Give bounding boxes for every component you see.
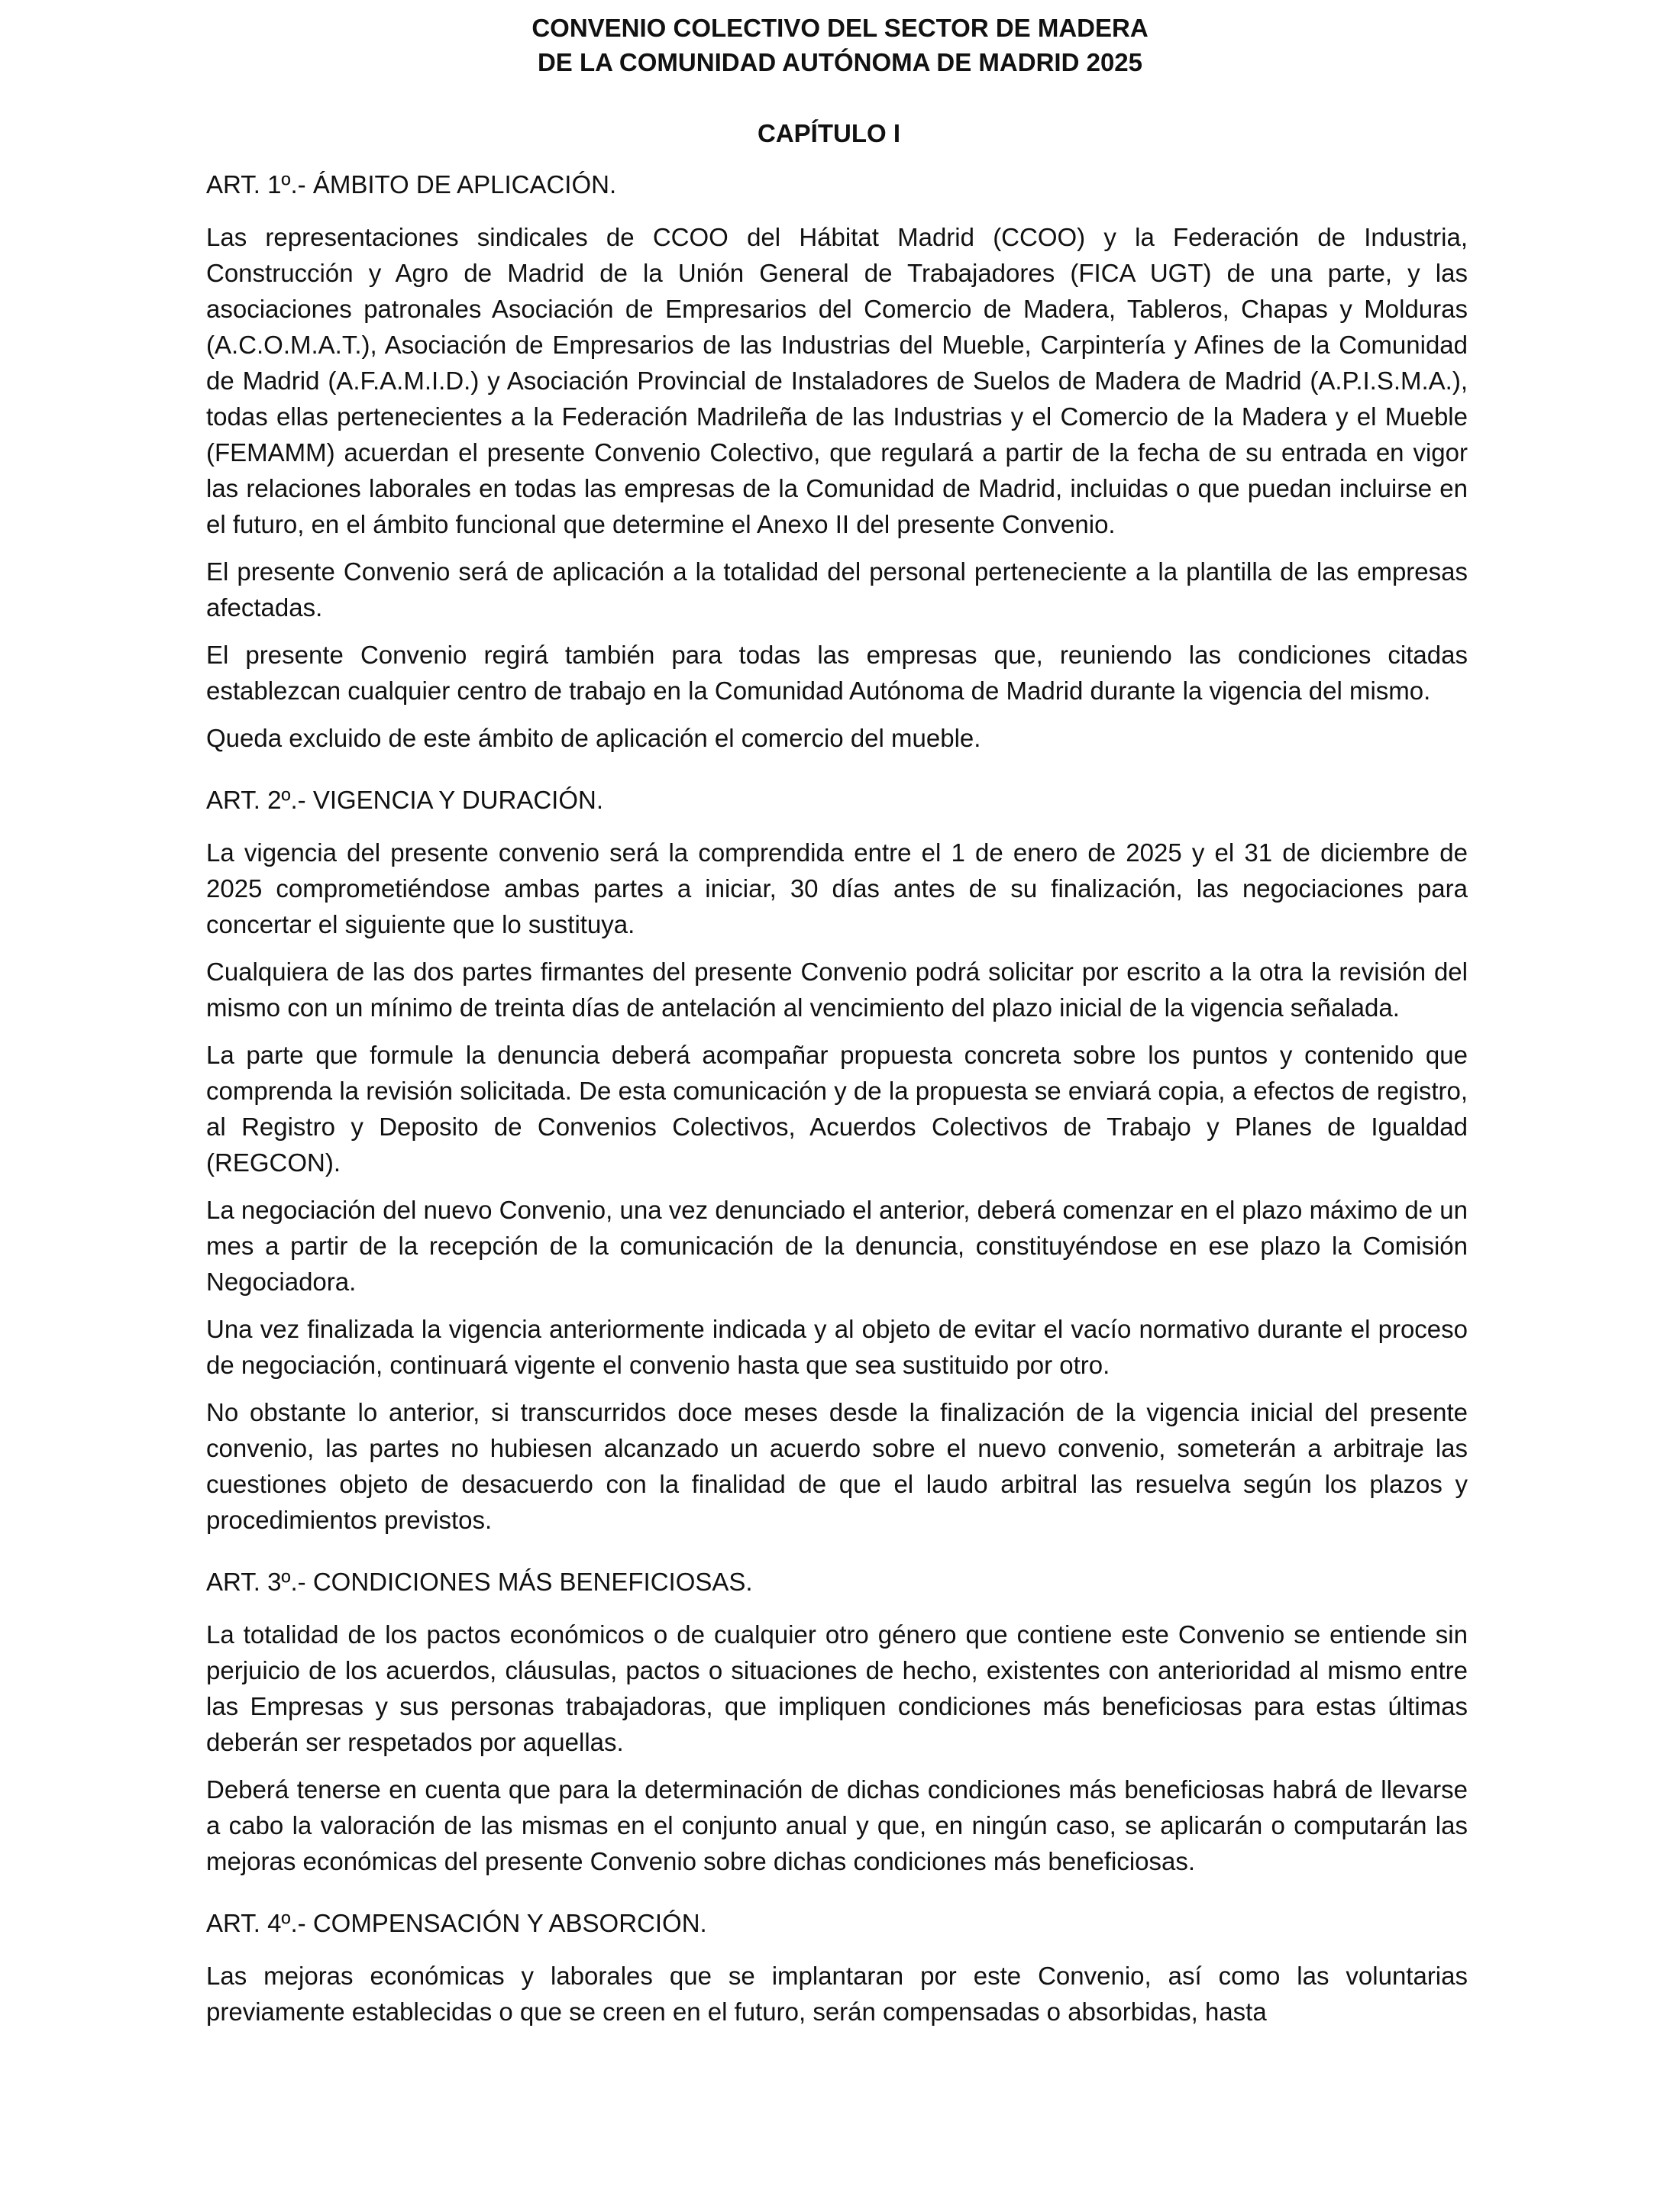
paragraph: La vigencia del presente convenio será la comprendida entre el 1 de enero de 2025 y el 31 de diciembre de 2025 comprometiéndose ambas partes a iniciar, 30 días antes de su finalización, las negociaciones para concertar el siguiente que lo sustituya.	[206, 838, 1468, 938]
paragraph: Una vez finalizada la vigencia anteriormente indicada y al objeto de evitar el vacío normativo durante el proceso de negociación, continuará vigente el convenio hasta que sea sustituido por otro.	[206, 1315, 1468, 1379]
paragraph: El presente Convenio regirá también para todas las empresas que, reuniendo las condiciones citadas establezcan cualquier centro de trabajo en la Comunidad Autónoma de Madrid durante la vigencia del mismo.	[206, 641, 1468, 705]
article-1	[206, 166, 1468, 756]
paragraph: Queda excluido de este ámbito de aplicación el comercio del mueble.	[206, 724, 981, 752]
article-heading: ART. 3º.- CONDICIONES MÁS BENEFICIOSAS.	[206, 1568, 753, 1596]
article-heading: ART. 1º.- ÁMBITO DE APLICACIÓN.	[206, 170, 617, 199]
paragraph: Las mejoras económicas y laborales que se implantaran por este Convenio, así como las voluntarias previamente establecidas o que se creen en el futuro, serán compensadas o absorbidas, hasta	[206, 1962, 1468, 2026]
article-heading: ART. 4º.- COMPENSACIÓN Y ABSORCIÓN.	[206, 1909, 707, 1937]
paragraph: La totalidad de los pactos económicos o de cualquier otro género que contiene este Convenio se entiende sin perjuicio de los acuerdos, cláusulas, pactos o situaciones de hecho, existentes con anterioridad al mismo entre las Empresas y sus personas trabajadoras, que impliquen condiciones más beneficiosas para estas últimas deberán ser respetados por aquellas.	[206, 1620, 1468, 1756]
paragraph: La negociación del nuevo Convenio, una vez denunciado el anterior, deberá comenzar en el plazo máximo de un mes a partir de la recepción de la comunicación de la denuncia, constituyéndose en ese plazo la Comisión Negociadora.	[206, 1196, 1468, 1296]
article-heading: ART. 2º.- VIGENCIA Y DURACIÓN.	[206, 786, 604, 814]
paragraph: La parte que formule la denuncia deberá acompañar propuesta concreta sobre los puntos y contenido que comprenda la revisión solicitada. De esta comunicación y de la propuesta se enviará copia, a efectos de registro, al Registro y Deposito de Convenios Colectivos, Acuerdos Colectivos de Trabajo y Planes de Igualdad (REGCON).	[206, 1041, 1468, 1177]
article-2	[206, 782, 1468, 1538]
document-body	[206, 166, 1468, 2041]
document-title	[428, 11, 1252, 79]
article-4	[206, 1905, 1468, 2030]
paragraph: Las representaciones sindicales de CCOO del Hábitat Madrid (CCOO) y la Federación de Industria, Construcción y Agro de Madrid de la Unión General de Trabajadores (FICA UGT) de una parte, y las asociaciones patronales Asociación de Empresarios del Comercio de Madera, Tableros, Chapas y Molduras (A.C.O.M.A.T.), Asociación de Empresarios de las Industrias del Mueble, Carpintería y Afines de la Comunidad de Madrid (A.F.A.M.I.D.) y Asociación Provincial de Instaladores de Suelos de Madera de Madrid (A.P.I.S.M.A.), todas ellas pertenecientes a la Federación Madrileña de las Industrias y el Comercio de la Madera y el Mueble (FEMAMM) acuerdan el presente Convenio Colectivo, que regulará a partir de la fecha de su entrada en vigor las relaciones laborales en todas las empresas de la Comunidad de Madrid, incluidas o que puedan incluirse en el futuro, en el ámbito funcional que determine el Anexo II del presente Convenio.	[206, 223, 1468, 538]
article-3	[206, 1564, 1468, 1879]
paragraph: Deberá tenerse en cuenta que para la determinación de dichas condiciones más beneficiosas habrá de llevarse a cabo la valoración de las mismas en el conjunto anual y que, en ningún caso, se aplicarán o computarán las mejoras económicas del presente Convenio sobre dichas condiciones más beneficiosas.	[206, 1775, 1468, 1875]
paragraph: Cualquiera de las dos partes firmantes del presente Convenio podrá solicitar por escrito a la otra la revisión del mismo con un mínimo de treinta días de antelación al vencimiento del plazo inicial de la vigencia señalada.	[206, 958, 1468, 1022]
title-line-1: CONVENIO COLECTIVO DEL SECTOR DE MADERA	[531, 14, 1149, 42]
title-line-2: DE LA COMUNIDAD AUTÓNOMA DE MADRID 2025	[537, 48, 1143, 76]
paragraph: El presente Convenio será de aplicación a la totalidad del personal perteneciente a la plantilla de las empresas afectadas.	[206, 557, 1468, 622]
chapter-heading: CAPÍTULO I	[758, 119, 900, 147]
paragraph: No obstante lo anterior, si transcurridos doce meses desde la finalización de la vigencia inicial del presente convenio, las partes no hubiesen alcanzado un acuerdo sobre el nuevo convenio, someterán a arbitraje las cuestiones objeto de desacuerdo con la finalidad de que el laudo arbitral las resuelva según los plazos y procedimientos previstos.	[206, 1398, 1468, 1534]
